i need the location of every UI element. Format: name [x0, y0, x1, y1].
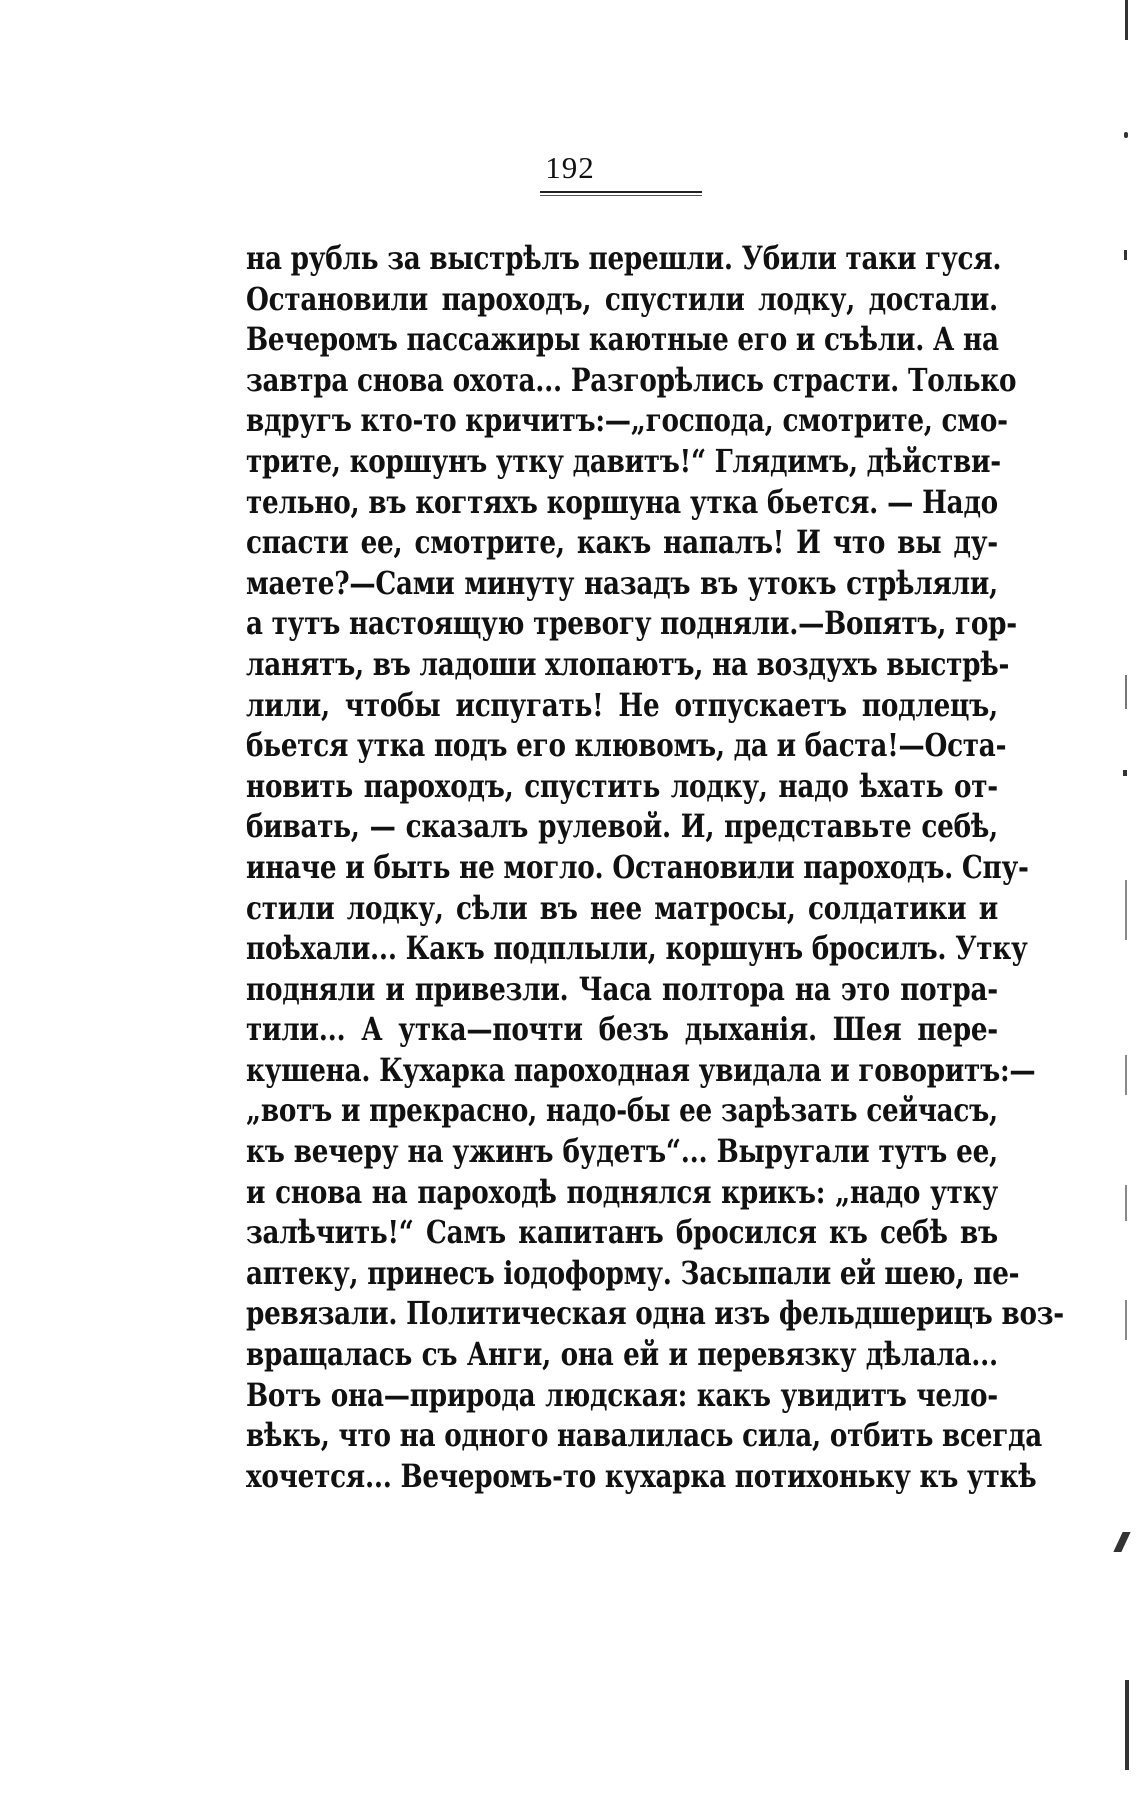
text-line: „вотъ и прекрасно, надо-бы ее зарѣзать сейчасъ, [246, 1091, 998, 1130]
text-line: трите, коршунъ утку давитъ!“ Глядимъ, дѣйстви- [246, 441, 1001, 480]
text-line: на рубль за выстрѣлъ перешли. Убили таки гуся. [246, 239, 1002, 277]
text-line: Вотъ она—природа людская: какъ увидитъ чело- [246, 1375, 998, 1414]
text-line: вѣкъ, что на одного навалилась сила, отбить всегда [246, 1416, 1043, 1455]
scan-edge-mark [1125, 675, 1127, 709]
text-line: поѣхали... Какъ подплыли, коршунъ бросилъ. Утку [246, 929, 1028, 968]
header-rule [540, 191, 702, 193]
text-line: вдругъ кто-то кричитъ:—„господа, смотрите, смо- [246, 401, 1008, 440]
scan-edge-mark [1125, 1185, 1127, 1221]
scan-edge-mark [1124, 250, 1127, 260]
text-line: кушена. Кухарка пароходная увидала и говоритъ:— [246, 1050, 1036, 1089]
text-line: аптеку, принесъ іодоформу. Засыпали ей шею, пе- [246, 1253, 1020, 1292]
text-line: завтра снова охота... Разгорѣлись страсти. Только [246, 360, 1017, 399]
text-line: подняли и привезли. Часа полтора на это потра- [246, 969, 998, 1008]
header-rule-secondary [540, 195, 702, 196]
text-line: вращалась съ Анги, она ей и перевязку дѣлала... [246, 1335, 998, 1374]
text-line: лили, чтобы испугать! Не отпускаетъ подлецъ, [246, 685, 998, 724]
scan-edge-mark [1125, 880, 1127, 940]
text-line: и снова на пароходѣ поднялся крикъ: „надо утку [246, 1172, 998, 1211]
body-text [246, 238, 1064, 1496]
text-line: а тутъ настоящую тревогу подняли.—Вопятъ, гор- [246, 604, 1017, 643]
scan-edge-mark [1123, 770, 1127, 776]
scan-edge-mark [1125, 1680, 1129, 1770]
text-line: маете?—Сами минуту назадъ въ утокъ стрѣляли, [246, 563, 998, 602]
text-line: бивать, — сказалъ рулевой. И, представьте себѣ, [246, 807, 998, 846]
page-number: 192 [545, 150, 595, 185]
scan-edge-mark [1125, 1300, 1127, 1340]
text-line: стили лодку, сѣли въ нее матросы, солдатики и [246, 888, 998, 927]
text-line: залѣчить!“ Самъ капитанъ бросился къ себѣ въ [246, 1213, 998, 1252]
text-line: хочется... Вечеромъ-то кухарка потихоньку къ уткѣ [246, 1456, 1037, 1495]
scan-edge-mark [1125, 0, 1128, 40]
text-line: бьется утка подъ его клювомъ, да и баста!—Оста- [246, 726, 1007, 765]
text-line: тили... А утка—почти безъ дыханія. Шея пере- [246, 1010, 998, 1049]
text-line: Остановили пароходъ, спустили лодку, достали. [246, 279, 998, 318]
text-line: ланятъ, въ ладоши хлопаютъ, на воздухъ выстрѣ- [246, 644, 1010, 683]
text-line: ревязали. Политическая одна изъ фельдшерицъ воз- [246, 1294, 1064, 1333]
text-line: Вечеромъ пассажиры каютные его и съѣли. А на [246, 320, 999, 359]
scan-edge-mark [1113, 1532, 1130, 1552]
scan-edge-mark [1124, 132, 1128, 138]
scan-edge-mark [1125, 1055, 1127, 1095]
text-line: иначе и быть не могло. Остановили пароходъ. Спу- [246, 847, 1029, 886]
text-line: къ вечеру на ужинъ будетъ“... Выругали тутъ ее, [246, 1132, 998, 1171]
text-line: спасти ее, смотрите, какъ напалъ! И что вы ду- [246, 523, 998, 562]
text-line: новить пароходъ, спустить лодку, надо ѣхать от- [246, 766, 998, 805]
text-line: тельно, въ когтяхъ коршуна утка бьется. — Надо [246, 482, 998, 521]
